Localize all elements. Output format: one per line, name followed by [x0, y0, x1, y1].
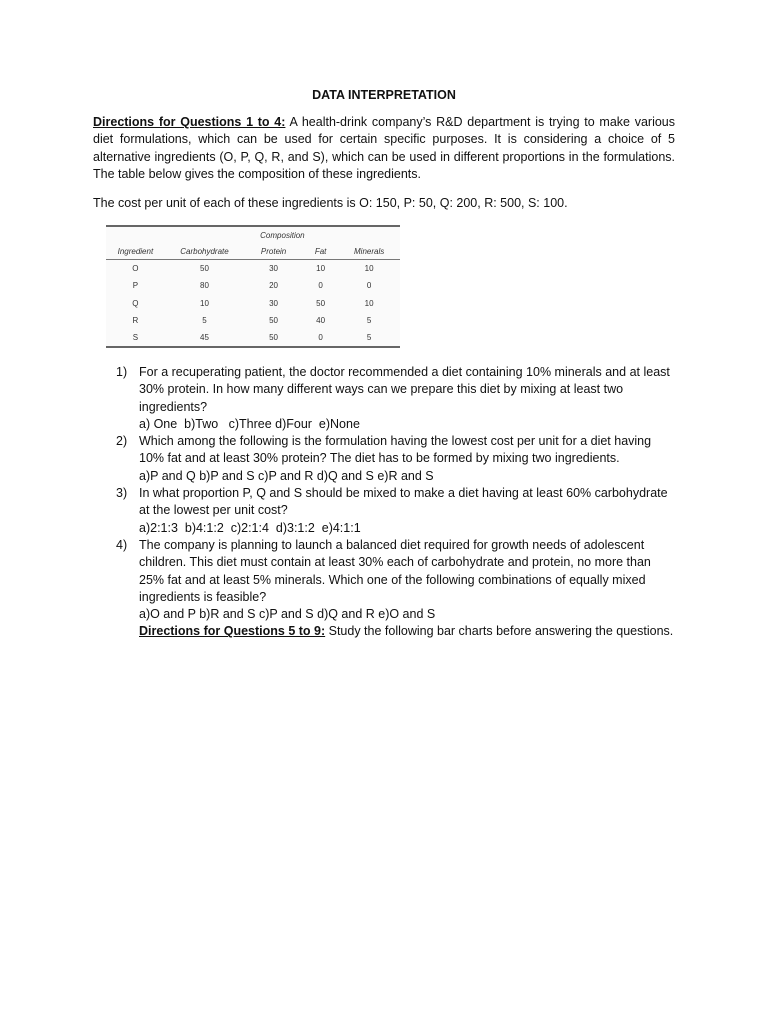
table-row [106, 312, 400, 329]
table-row [106, 260, 400, 278]
question-number: 3) [116, 486, 128, 501]
table-cell: Q [132, 298, 139, 308]
table-cell: 5 [202, 315, 207, 325]
question-text: For a recuperating patient, the doctor recommended a diet containing 10% minerals and at least 30% protein. In how many different ways can we prepare this diet by mixing at least two ingredients? [139, 365, 670, 414]
table-cell: R [132, 315, 139, 325]
table-cell: 40 [316, 315, 326, 325]
table-row [106, 329, 400, 347]
composition-group-header: Composition [165, 226, 400, 243]
page-title: DATA INTERPRETATION [312, 88, 456, 102]
question-number: 1) [116, 365, 128, 379]
directions-q5-9 [139, 623, 676, 640]
table-cell: 45 [165, 329, 244, 347]
directions-q1-4 [93, 114, 675, 183]
column-header: Protein [244, 243, 303, 260]
composition-table [106, 225, 400, 348]
table-cell: 80 [200, 281, 209, 291]
question-options: a) One b)Two c)Three d)Four e)None [139, 416, 360, 431]
table-row [106, 295, 400, 312]
directions-q1-4-heading: Directions for Questions 1 to 4: [93, 115, 286, 129]
table-cell: 10 [364, 264, 374, 274]
question-text: The company is planning to launch a balanced diet required for growth needs of adolescent children. This diet must contain at least 30% each of carbohydrate and protein, no more than 25% fat and at least 5% minerals. Which one of the following combinations of equally mixed ingredients is feasible? [139, 537, 651, 604]
table-cell: 30 [269, 298, 279, 308]
table-cell: 0 [318, 281, 323, 291]
question-2 [116, 433, 676, 485]
table-cell: 20 [269, 281, 279, 291]
directions-q1-4-text: A health-drink company’s R&D department is trying to make various diet formulations, which can be used for certain specific purposes. It is considering a choice of 5 alternative ingredients (O, P, Q, R, and S), which can be used in different proportions in the formulations. The table below gives the composition of these ingredients. [93, 115, 676, 181]
table-cell: P [132, 281, 139, 291]
table-cell: 50 [269, 315, 279, 325]
question-options: a)P and Q b)P and S c)P and R d)Q and S e)R and S [139, 468, 434, 483]
cost-line: The cost per unit of each of these ingredients is O: 150, P: 50, Q: 200, R: 500, S: 100. [93, 196, 568, 210]
question-options: a)2:1:3 b)4:1:2 c)2:1:4 d)3:1:2 e)4:1:1 [139, 520, 361, 535]
table-cell: O [132, 264, 139, 274]
table-cell: 5 [338, 329, 400, 347]
question-1 [116, 364, 676, 433]
question-options: a)O and P b)R and S c)P and S d)Q and R e)O and S [139, 607, 436, 622]
table-cell: S [106, 329, 165, 347]
question-text: In what proportion P, Q and S should be mixed to make a diet having at least 60% carbohydrate at the lowest per unit cost? [139, 486, 668, 518]
question-3 [116, 485, 676, 537]
table-cell: 5 [366, 315, 372, 325]
table-cell: 10 [200, 298, 209, 308]
table-cell: 0 [303, 329, 338, 347]
column-header: Ingredient [106, 243, 165, 260]
table-cell: 30 [269, 264, 279, 274]
table-cell: 0 [366, 281, 372, 291]
column-header: Fat [303, 243, 338, 260]
table-cell: 50 [200, 264, 209, 274]
table-cell: 50 [316, 298, 326, 308]
table-cell: 50 [244, 329, 303, 347]
directions-q5-9-text: Study the following bar charts before answering the questions. [325, 624, 674, 639]
table-cell: 10 [364, 298, 374, 308]
table-cell: 10 [316, 264, 326, 274]
question-text: Which among the following is the formulation having the lowest cost per unit for a diet having 10% fat and at least 30% protein? The diet has to be formed by mixing two ingredients. [139, 434, 652, 466]
table-header-row [106, 243, 400, 260]
question-list [116, 364, 676, 641]
question-number: 2) [116, 434, 128, 449]
question-4 [116, 537, 676, 641]
column-header: Minerals [338, 243, 400, 260]
table-row [106, 277, 400, 294]
directions-q5-9-heading: Directions for Questions 5 to 9: [139, 624, 326, 639]
column-header: Carbohydrate [165, 243, 244, 260]
question-number: 4) [116, 537, 128, 552]
